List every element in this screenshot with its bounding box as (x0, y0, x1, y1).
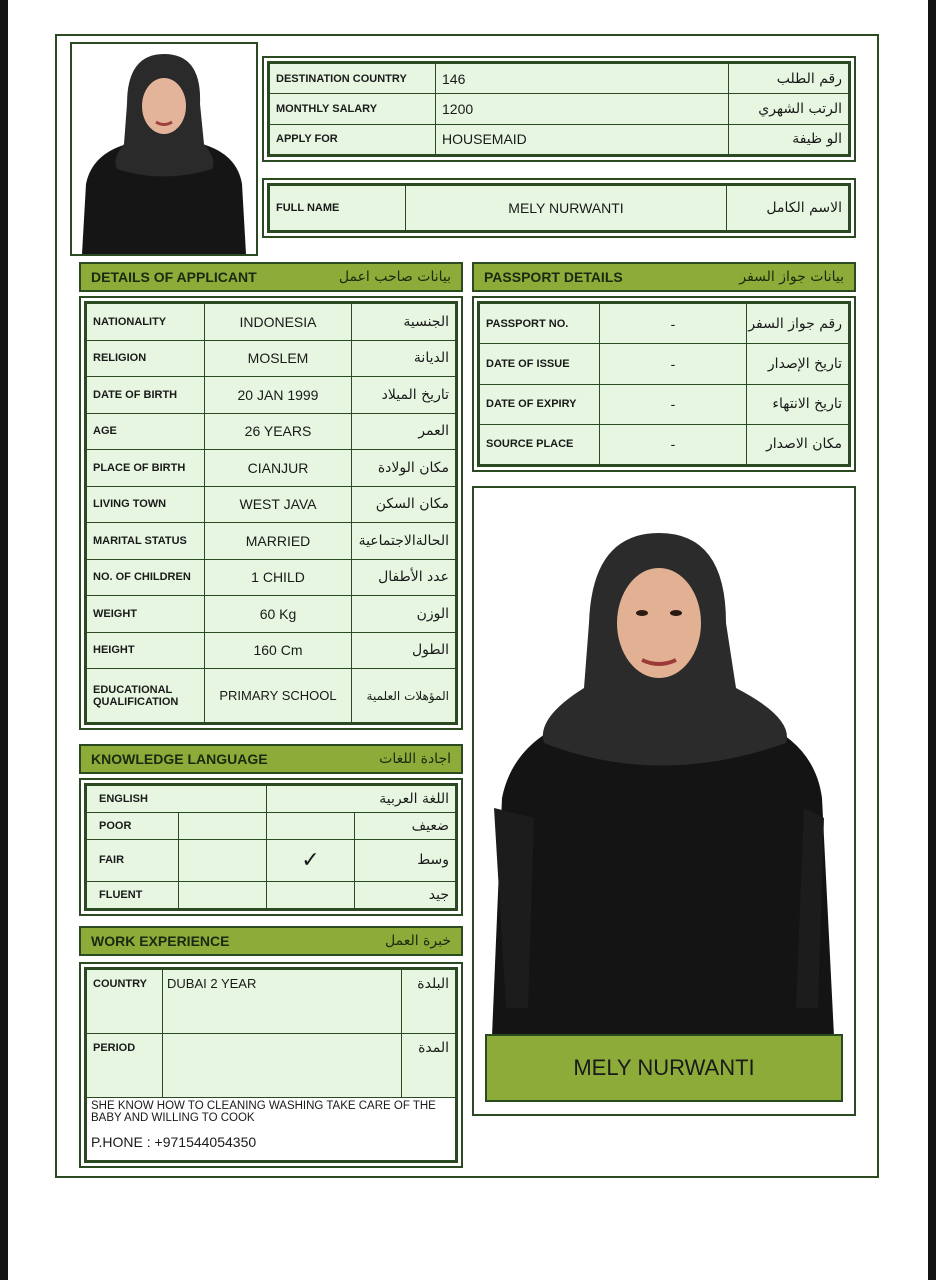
passport-details-box (472, 296, 856, 472)
work-header-en: WORK EXPERIENCE (91, 933, 230, 949)
table-row (87, 304, 456, 341)
source-place-arabic: مكان الاصدار (747, 424, 849, 464)
source-place-label: SOURCE PLACE (480, 424, 600, 464)
date-of-expiry-label: DATE OF EXPIRY (480, 384, 600, 424)
apply-for-value: HOUSEMAID (436, 124, 729, 154)
english-label: ENGLISH (87, 786, 267, 813)
fluent-english-cell (179, 882, 267, 909)
children-label: NO. OF CHILDREN (87, 559, 205, 596)
education-value: PRIMARY SCHOOL (205, 669, 352, 723)
date-of-issue-value: - (600, 344, 747, 384)
table-row (270, 64, 849, 94)
arabic-language-label: اللغة العربية (267, 786, 456, 813)
country-value: DUBAI 2 YEAR (163, 970, 402, 1034)
age-label: AGE (87, 413, 205, 450)
place-of-birth-arabic: مكان الولادة (352, 450, 456, 487)
marital-status-value: MARRIED (205, 523, 352, 560)
table-row (87, 523, 456, 560)
applicant-header-en: DETAILS OF APPLICANT (91, 269, 257, 285)
table-row (87, 669, 456, 723)
work-notes-cell (87, 1098, 456, 1161)
language-table (86, 785, 456, 909)
monthly-salary-label: MONTHLY SALARY (270, 94, 436, 124)
table-row (480, 424, 849, 464)
table-row (87, 786, 456, 813)
monthly-salary-value: 1200 (436, 94, 729, 124)
name-banner-text: MELY NURWANTI (573, 1055, 755, 1080)
applicant-details-box (79, 296, 463, 730)
marital-status-arabic: الحالةالاجتماعية (352, 523, 456, 560)
education-label: EDUCATIONAL QUALIFICATION (87, 669, 205, 723)
living-town-value: WEST JAVA (205, 486, 352, 523)
passport-no-value: - (600, 304, 747, 344)
language-header (79, 744, 463, 774)
table-row (270, 94, 849, 124)
full-name-arabic: الاسم الكامل (727, 186, 849, 231)
source-place-value: - (600, 424, 747, 464)
weight-arabic: الوزن (352, 596, 456, 633)
work-header (79, 926, 463, 956)
country-label: COUNTRY (87, 970, 163, 1034)
children-arabic: عدد الأطفال (352, 559, 456, 596)
passport-no-label: PASSPORT NO. (480, 304, 600, 344)
table-row (87, 839, 456, 882)
right-dark-edge (928, 0, 936, 1280)
apply-for-arabic: الو ظيفة (729, 124, 849, 154)
cv-page (8, 0, 928, 1280)
living-town-arabic: مكان السكن (352, 486, 456, 523)
check-icon: ✓ (267, 839, 355, 882)
destination-country-label: DESTINATION COUNTRY (270, 64, 436, 94)
children-value: 1 CHILD (205, 559, 352, 596)
religion-label: RELIGION (87, 340, 205, 377)
language-header-en: KNOWLEDGE LANGUAGE (91, 751, 268, 767)
religion-arabic: الديانة (352, 340, 456, 377)
table-row (87, 486, 456, 523)
table-row (87, 450, 456, 487)
nationality-arabic: الجنسية (352, 304, 456, 341)
table-row (87, 377, 456, 414)
apply-for-label: APPLY FOR (270, 124, 436, 154)
full-name-table (269, 185, 849, 231)
fluent-arabic-cell (267, 882, 355, 909)
table-row (87, 340, 456, 377)
left-dark-edge (0, 0, 8, 1280)
religion-value: MOSLEM (205, 340, 352, 377)
period-value (163, 1034, 402, 1098)
poor-english-cell (179, 812, 267, 839)
age-arabic: العمر (352, 413, 456, 450)
education-arabic: المؤهلات العلمية (352, 669, 456, 723)
nationality-label: NATIONALITY (87, 304, 205, 341)
full-name-value: MELY NURWANTI (406, 186, 727, 231)
date-of-issue-label: DATE OF ISSUE (480, 344, 600, 384)
applicant-header (79, 262, 463, 292)
table-row (480, 384, 849, 424)
full-name-label: FULL NAME (270, 186, 406, 231)
passport-no-arabic: رقم جواز السفر (747, 304, 849, 344)
table-row (87, 1098, 456, 1161)
passport-header-ar: بيانات جواز السفر (739, 269, 844, 285)
table-row (87, 413, 456, 450)
top-info-table (269, 63, 849, 155)
height-value: 160 Cm (205, 632, 352, 669)
fair-english-cell (179, 839, 267, 882)
fair-label: FAIR (87, 839, 179, 882)
country-arabic: البلدة (402, 970, 456, 1034)
table-row (87, 559, 456, 596)
poor-arabic: ضعيف (355, 812, 456, 839)
nationality-value: INDONESIA (205, 304, 352, 341)
marital-status-label: MARITAL STATUS (87, 523, 205, 560)
phone-number: P.HONE : +971544054350 (91, 1134, 257, 1150)
table-row (87, 970, 456, 1034)
passport-header-en: PASSPORT DETAILS (484, 269, 623, 285)
full-name-box (262, 178, 856, 238)
passport-details-table (479, 303, 849, 465)
destination-country-value: 146 (436, 64, 729, 94)
table-row (87, 632, 456, 669)
large-applicant-photo (474, 488, 854, 1036)
fluent-arabic: جيد (355, 882, 456, 909)
date-of-expiry-value: - (600, 384, 747, 424)
period-arabic: المدة (402, 1034, 456, 1098)
table-row (480, 304, 849, 344)
table-row (87, 596, 456, 633)
date-of-issue-arabic: تاريخ الإصدار (747, 344, 849, 384)
table-row (87, 882, 456, 909)
date-of-birth-label: DATE OF BIRTH (87, 377, 205, 414)
monthly-salary-arabic: الرتب الشهري (729, 94, 849, 124)
work-note: SHE KNOW HOW TO CLEANING WASHING TAKE CARE OF THE BABY AND WILLING TO COOK (91, 1100, 436, 1124)
large-photo-panel (472, 486, 856, 1116)
period-label: PERIOD (87, 1034, 163, 1098)
table-row (87, 1034, 456, 1098)
height-arabic: الطول (352, 632, 456, 669)
work-experience-table (86, 969, 456, 1161)
destination-country-arabic: رقم الطلب (729, 64, 849, 94)
weight-label: WEIGHT (87, 596, 205, 633)
poor-label: POOR (87, 812, 179, 839)
date-of-birth-arabic: تاريخ الميلاد (352, 377, 456, 414)
living-town-label: LIVING TOWN (87, 486, 205, 523)
top-info-box (262, 56, 856, 162)
small-applicant-photo (70, 42, 258, 256)
work-experience-box (79, 962, 463, 1168)
age-value: 26 YEARS (205, 413, 352, 450)
language-header-ar: اجادة اللغات (379, 751, 451, 767)
date-of-birth-value: 20 JAN 1999 (205, 377, 352, 414)
weight-value: 60 Kg (205, 596, 352, 633)
work-header-ar: خبرة العمل (385, 933, 451, 949)
fluent-label: FLUENT (87, 882, 179, 909)
applicant-details-table (86, 303, 456, 723)
place-of-birth-label: PLACE OF BIRTH (87, 450, 205, 487)
applicant-header-ar: بيانات صاحب اعمل (338, 269, 451, 285)
fair-arabic: وسط (355, 839, 456, 882)
table-row (270, 124, 849, 154)
table-row (480, 344, 849, 384)
name-banner (485, 1034, 843, 1102)
table-row (87, 812, 456, 839)
language-box (79, 778, 463, 916)
date-of-expiry-arabic: تاريخ الانتهاء (747, 384, 849, 424)
passport-header (472, 262, 856, 292)
height-label: HEIGHT (87, 632, 205, 669)
poor-arabic-cell (267, 812, 355, 839)
place-of-birth-value: CIANJUR (205, 450, 352, 487)
table-row (270, 186, 849, 231)
